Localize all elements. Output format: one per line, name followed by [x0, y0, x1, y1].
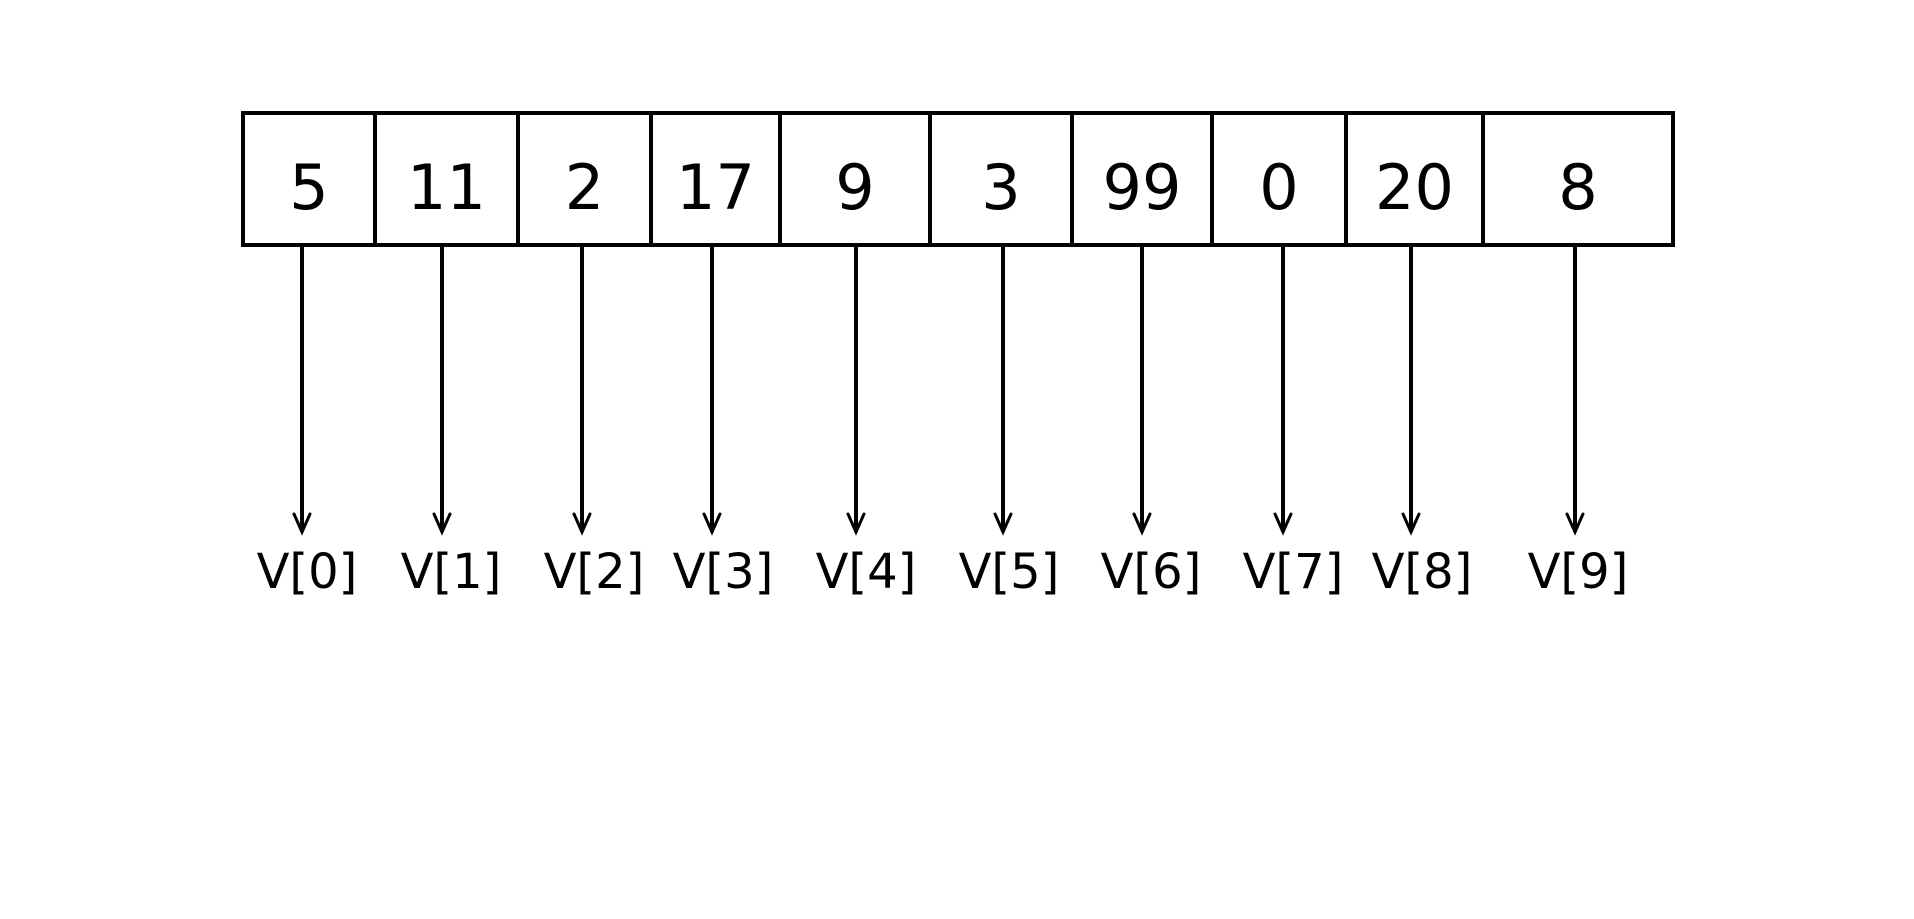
- cell-value: 9: [835, 151, 875, 224]
- cell-value: 2: [564, 151, 605, 224]
- array-cell: [930, 113, 1072, 245]
- index-label: V[6]: [1100, 544, 1202, 600]
- cell-value: 3: [981, 151, 1021, 224]
- index-arrow: [995, 247, 1011, 532]
- array-cell: [1483, 113, 1673, 245]
- index-label: V[3]: [672, 544, 774, 600]
- index-arrow: [848, 247, 864, 532]
- index-labels: [257, 544, 1629, 600]
- array-cell: [1346, 113, 1483, 245]
- index-label: V[0]: [256, 544, 358, 600]
- array-cell: [243, 113, 375, 245]
- array-cell: [1072, 113, 1212, 245]
- cell-value: 0: [1259, 151, 1299, 224]
- index-label: V[7]: [1242, 544, 1344, 600]
- cell-value: 99: [1102, 151, 1182, 224]
- index-label: V[9]: [1527, 544, 1629, 600]
- index-label: V[1]: [400, 544, 502, 600]
- index-label: V[5]: [958, 544, 1060, 600]
- array-cells: [243, 113, 1673, 245]
- index-arrow: [574, 247, 590, 532]
- cell-value: 5: [289, 151, 329, 224]
- cell-value: 20: [1375, 151, 1454, 224]
- cell-value: 8: [1558, 151, 1598, 224]
- index-arrow: [704, 247, 720, 532]
- index-label: V[8]: [1371, 544, 1473, 600]
- index-arrows: [294, 247, 1583, 532]
- index-arrow: [1275, 247, 1291, 532]
- array-cell: [780, 113, 930, 245]
- array-cell: [518, 113, 651, 245]
- index-arrow: [1134, 247, 1150, 532]
- index-arrow: [1403, 247, 1419, 532]
- index-arrow: [434, 247, 450, 532]
- index-arrow: [1567, 247, 1583, 532]
- index-arrow: [294, 247, 310, 532]
- index-label: V[4]: [815, 544, 917, 600]
- index-label: V[2]: [543, 544, 645, 600]
- array-cell: [375, 113, 518, 245]
- cell-value: 11: [407, 151, 486, 224]
- array-cell: [651, 113, 780, 245]
- cell-value: 17: [676, 151, 755, 224]
- array-cell: [1212, 113, 1346, 245]
